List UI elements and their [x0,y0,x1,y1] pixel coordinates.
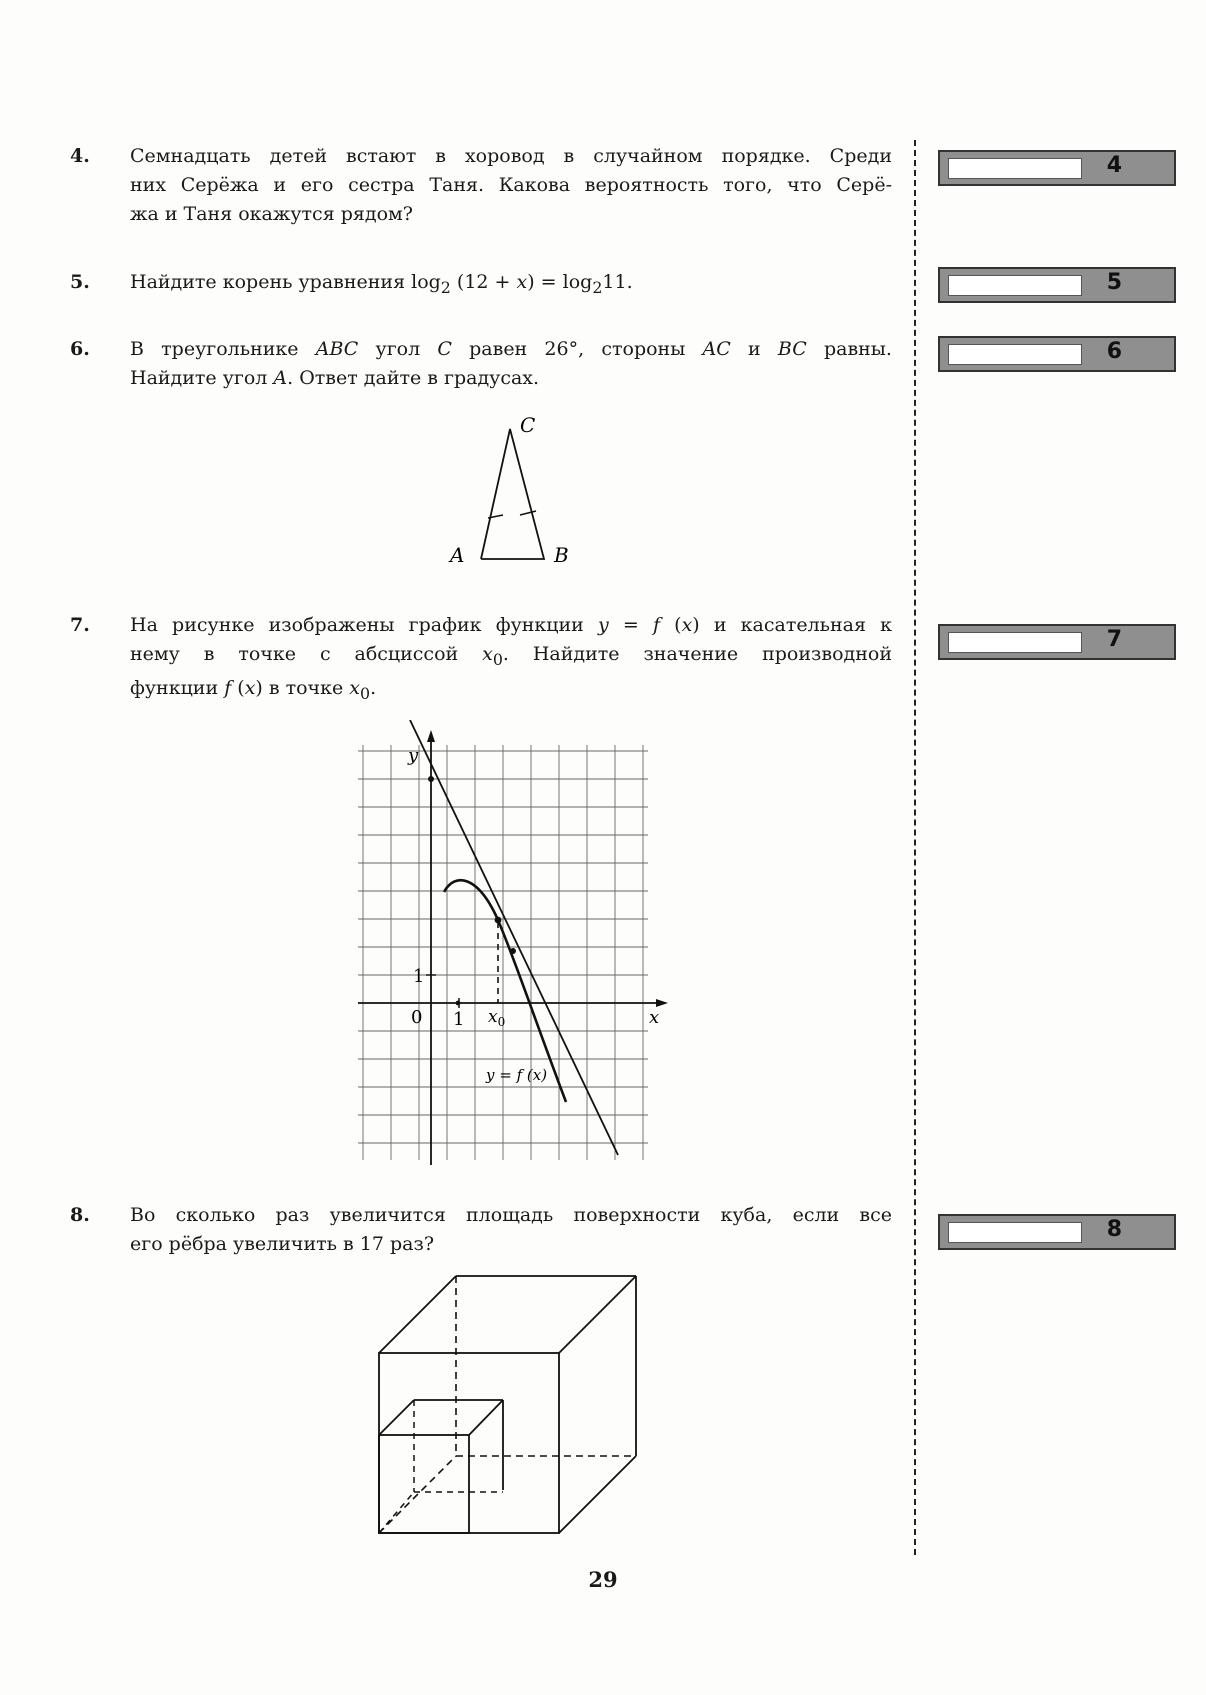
answer-field[interactable] [948,632,1082,653]
page-number: 29 [588,1567,618,1592]
text-part: ) = log [527,271,593,293]
answer-box-label: 4 [1106,153,1122,178]
point [510,948,516,954]
problem-text [130,1201,892,1259]
answer-box-label: 8 [1106,1217,1122,1242]
problem-number: 7. [70,614,90,636]
vertex-c-label: C [520,413,536,437]
answer-box-label: 5 [1106,270,1122,295]
cube-figure [370,1270,650,1540]
answer-box-8[interactable] [938,1214,1176,1250]
answer-box-label: 6 [1106,339,1122,364]
y-one-label: 1 [413,966,425,987]
subscript: 2 [592,277,603,297]
answer-field[interactable] [948,1222,1082,1243]
x0-label: $x_0$ [488,1007,506,1029]
x-one-label: 1 [453,1009,465,1030]
y-axis-label: y [408,745,419,766]
answer-box-5[interactable] [938,267,1176,303]
vertex-b-label: B [554,543,569,567]
text-line: Семнадцать детей встают в хоровод в случайном порядке. Среди [130,145,892,167]
answer-field[interactable] [948,158,1082,179]
subscript: 2 [440,277,451,297]
problem-number: 8. [70,1204,90,1226]
margin-divider [914,140,916,1555]
answer-box-7[interactable] [938,624,1176,660]
answer-field[interactable] [948,275,1082,296]
triangle-figure [440,410,600,570]
x-axis-arrow [656,999,668,1007]
y-axis-arrow [427,730,435,742]
text-line: Во сколько раз увеличится площадь поверхности куба, если все [130,1204,892,1226]
problem-text: На рисунке изображены график функции y = f (x) и касательная к нему в точке с абсциссой $x_0$. Найдите значение производной функции f (x) в точке $x_0$. [130,614,893,703]
text-part: 11. [602,271,633,293]
problem-text [130,268,892,302]
text-line: его рёбра увеличить в 17 раз? [130,1233,435,1255]
answer-box-4[interactable] [938,150,1176,186]
problem-text [130,142,892,229]
tick-mark [520,511,536,515]
origin-label: 0 [411,1007,423,1028]
problem-number: 6. [70,338,90,360]
problem-number: 5. [70,271,90,293]
problem-text: В треугольнике ABC угол C равен 26°, стороны AC и BC равны. Найдите угол A. Ответ дайте в градусах. [130,338,892,389]
tangent-point [495,917,502,924]
function-graph [350,720,680,1170]
answer-box-label: 7 [1106,627,1122,652]
answer-box-6[interactable] [938,336,1176,372]
function-label: y = f (x) [486,1066,548,1084]
problem-number: 4. [70,145,90,167]
text-line: них Серёжа и его сестра Таня. Какова вероятность того, что Серё- [130,174,892,196]
point [456,1001,461,1006]
grid [358,745,648,1160]
text-part: Найдите корень уравнения log [130,271,441,293]
text-line: жа и Таня окажутся рядом? [130,203,413,225]
vertex-a-label: A [450,543,465,567]
answer-field[interactable] [948,344,1082,365]
point [428,776,434,782]
small-cube [379,1400,503,1533]
x-axis-label: x [649,1007,660,1028]
variable: x [516,271,528,293]
text-part: (12 + [450,271,517,293]
